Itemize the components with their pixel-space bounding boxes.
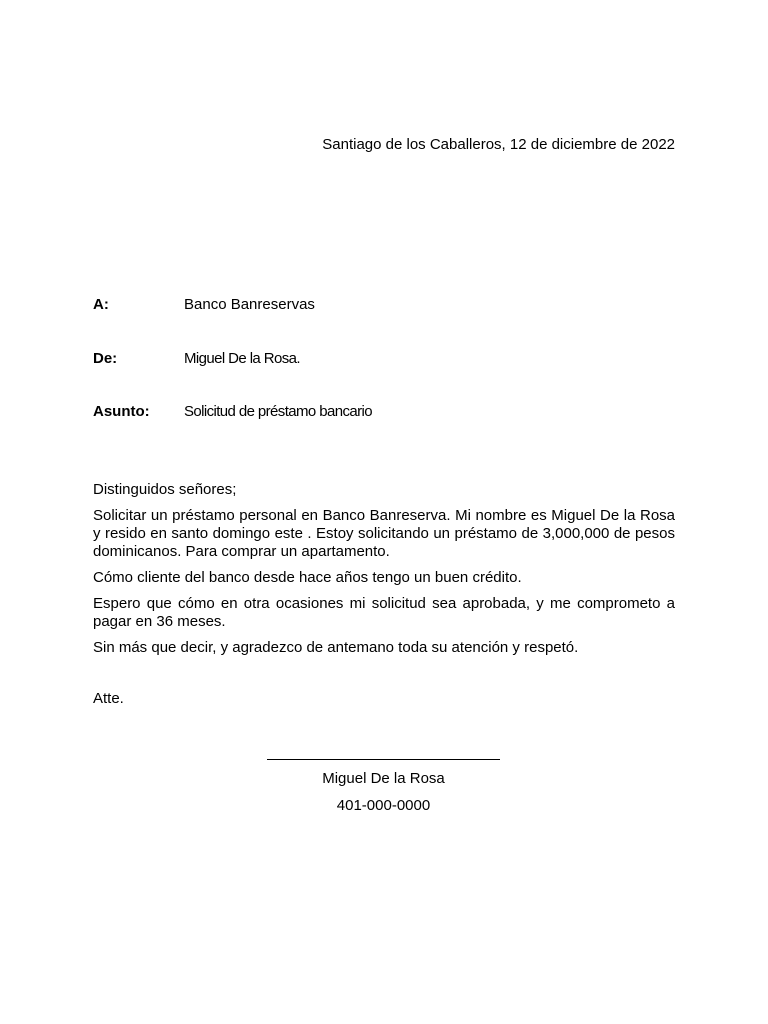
- closing: Atte.: [93, 690, 124, 707]
- date-line: Santiago de los Caballeros, 12 de diciembre de 2022: [322, 136, 675, 153]
- from-label: De:: [93, 350, 118, 367]
- subject-value: Solicitud de préstamo bancario: [184, 403, 372, 420]
- body-paragraph-thanks: Sin más que decir, y agradezco de antemano toda su atención y respetó.: [93, 639, 579, 656]
- body-paragraph-credit: Cómo cliente del banco desde hace años tengo un buen crédito.: [93, 569, 522, 586]
- greeting: Distinguidos señores;: [93, 481, 237, 498]
- from-value: Miguel De la Rosa.: [184, 350, 300, 367]
- body-paragraph-request: Solicitar un préstamo personal en Banco Banreserva. Mi nombre es Miguel De la Rosa y resido en santo domingo este . Estoy solicitando un préstamo de 3,000,000 de pesos dominicanos. Para comprar un apartamento.: [93, 507, 675, 560]
- signature-name: Miguel De la Rosa: [322, 770, 445, 787]
- signature-line: [267, 759, 500, 760]
- to-value: Banco Banreservas: [184, 296, 315, 313]
- body-paragraph-commitment: Espero que cómo en otra ocasiones mi solicitud sea aprobada, y me comprometo a pagar en 36 meses.: [93, 595, 675, 630]
- to-label: A:: [93, 296, 109, 313]
- letter-body: [93, 507, 675, 665]
- signature-phone: 401-000-0000: [336, 797, 431, 814]
- subject-label: Asunto:: [93, 403, 150, 420]
